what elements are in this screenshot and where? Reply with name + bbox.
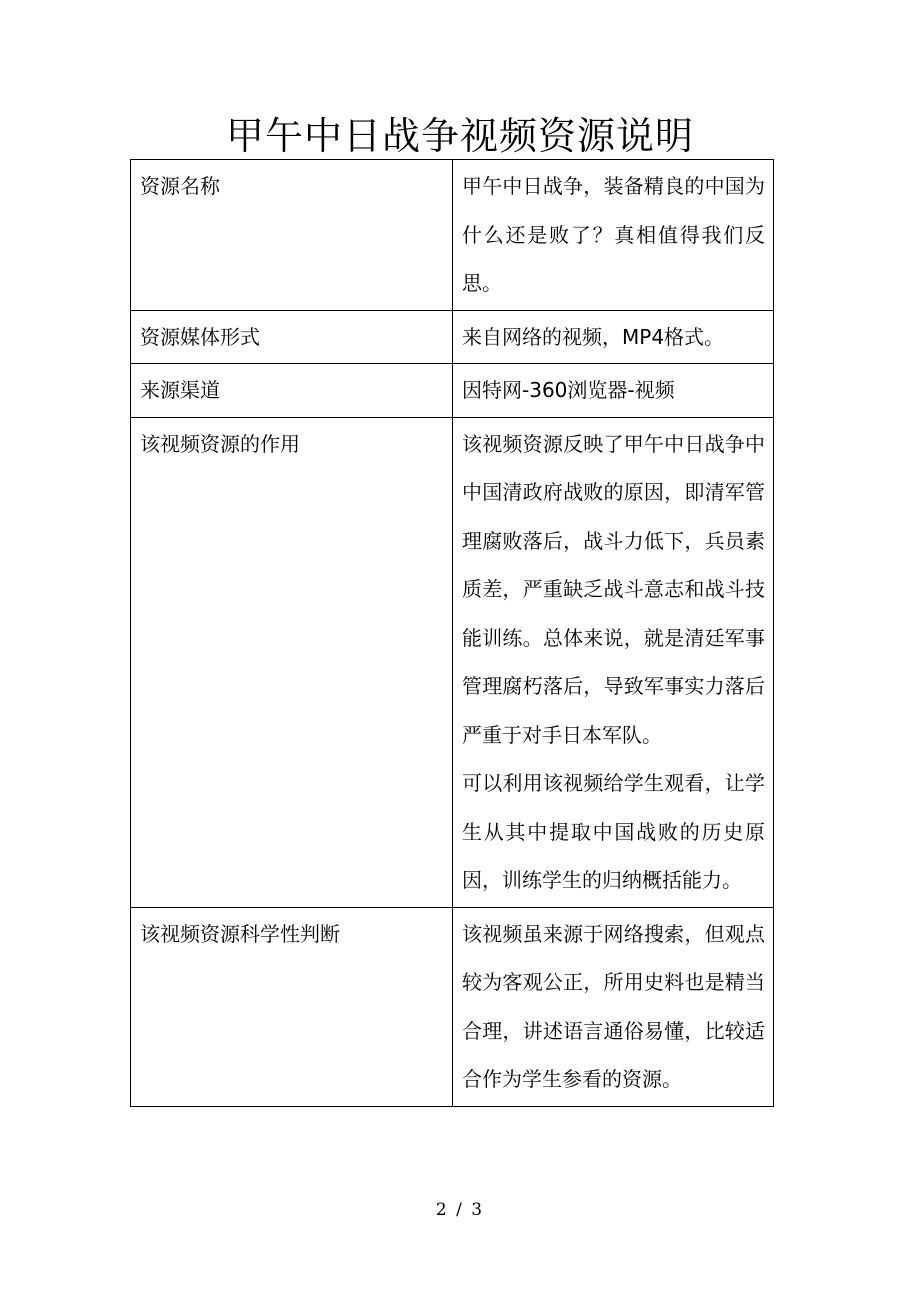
value-paragraph: 该视频资源反映了甲午中日战争中中国清政府战败的原因，即清军管理腐败落后，战斗力低下，兵员素质差，严重缺乏战斗意志和战斗技能训练。总体来说，就是清廷军事管理腐朽落后，导致军事实力落后严重于对手日本军队。 <box>462 431 765 747</box>
table-row <box>131 417 774 907</box>
row-value <box>453 160 774 311</box>
table-row <box>131 907 774 1106</box>
resource-table <box>130 159 774 1107</box>
row-label: 来源渠道 <box>131 364 453 418</box>
value-paragraph: 甲午中日战争，装备精良的中国为什么还是败了？真相值得我们反思。 <box>462 174 765 295</box>
row-label: 资源媒体形式 <box>131 310 453 364</box>
value-paragraph: 因特网-360浏览器-视频 <box>462 378 675 402</box>
row-value <box>453 417 774 907</box>
value-paragraph: 来自网络的视频，MP4格式。 <box>462 324 725 349</box>
row-label: 该视频资源科学性判断 <box>131 907 453 1106</box>
row-label: 资源名称 <box>131 160 453 311</box>
table-row <box>131 160 774 311</box>
value-paragraph: 该视频虽来源于网络搜索，但观点较为客观公正，所用史料也是精当合理，讲述语言通俗易懂，比较适合作为学生参看的资源。 <box>462 921 765 1091</box>
value-paragraph: 可以利用该视频给学生观看，让学生从其中提取中国战败的历史原因，训练学生的归纳概括能力。 <box>462 771 765 892</box>
row-value <box>453 907 774 1106</box>
page-number: 2 / 3 <box>435 1200 485 1220</box>
row-label: 该视频资源的作用 <box>131 417 453 907</box>
row-value <box>453 310 774 364</box>
table-row <box>131 364 774 418</box>
page-title: 甲午中日战争视频资源说明 <box>225 114 694 158</box>
row-value <box>453 364 774 418</box>
table-row <box>131 310 774 364</box>
